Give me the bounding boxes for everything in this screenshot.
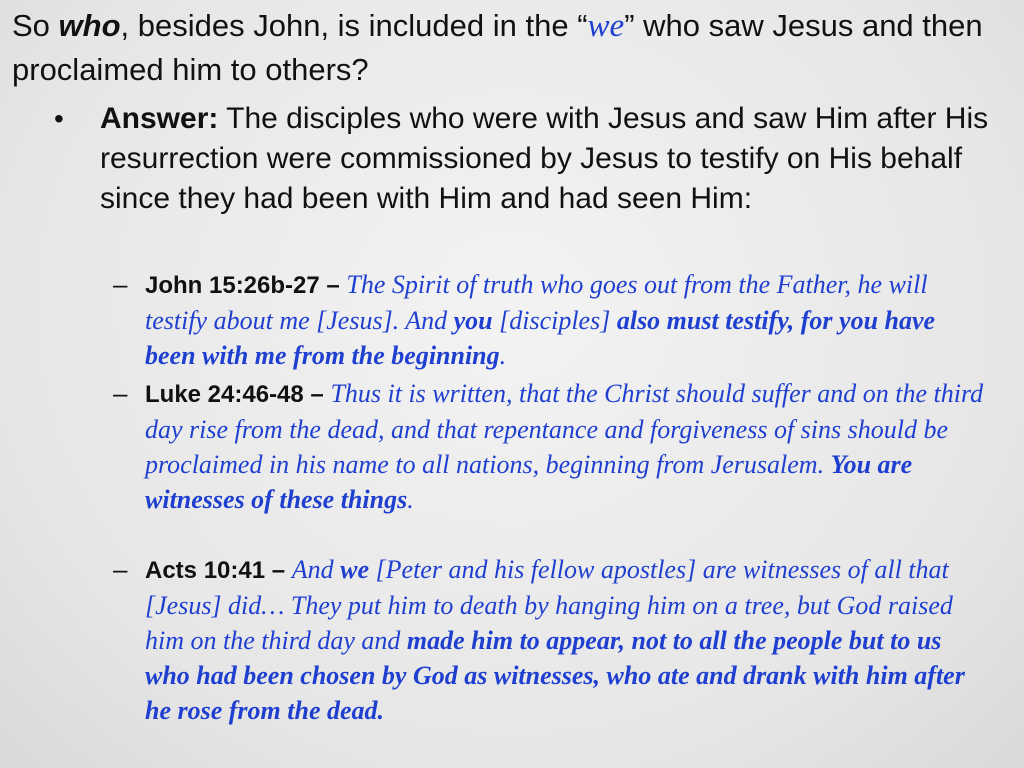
- answer-paragraph: [54, 99, 1000, 219]
- scripture-text: [Peter and his fellow apostles] are witnesses of all that [Jesus] did… They put him to death by hanging him on a tree, but God raised him on the third day and: [145, 555, 953, 655]
- scripture-text: And: [291, 555, 341, 584]
- scripture-emphasis: You are witnesses of these things: [145, 450, 913, 514]
- scripture-emphasis: you: [453, 306, 493, 335]
- question-mid2: ” who saw Jesus and then proclaimed him to others?: [12, 8, 983, 87]
- dash-icon: –: [113, 269, 128, 299]
- question-we: we: [587, 8, 625, 44]
- scripture-emphasis: also must testify, for you have been with me from the beginning: [145, 306, 936, 370]
- reference-john: [113, 267, 990, 373]
- bullet-icon: •: [54, 103, 64, 134]
- scripture-text: .: [499, 341, 507, 370]
- question-heading: [12, 4, 1012, 92]
- answer-label: Answer:: [100, 102, 219, 135]
- scripture-text: [disciples]: [492, 306, 617, 335]
- scripture-emphasis: made him to appear, not to all the people but to us who had been chosen by God as witnesses, who ate and drank with him after he rose from the dead.: [145, 626, 965, 725]
- dash-icon: –: [113, 554, 128, 584]
- scripture-text: The Spirit of truth who goes out from the Father, he will testify about me [Jesus]. And: [145, 270, 928, 335]
- question-who: who: [58, 8, 121, 43]
- reference-label: Acts 10:41 –: [145, 557, 292, 584]
- reference-label: John 15:26b-27 –: [145, 272, 347, 299]
- reference-label: Luke 24:46-48 –: [145, 381, 331, 408]
- scripture-emphasis: we: [340, 555, 370, 584]
- scripture-text: .: [407, 485, 414, 514]
- answer-text: The disciples who were with Jesus and saw Him after His resurrection were commissioned by Jesus to testify on His behalf since they had been with Him and had seen Him:: [100, 102, 989, 215]
- question-mid1: , besides John, is included in the “: [120, 8, 588, 43]
- reference-luke: [113, 376, 990, 517]
- scripture-text: Thus it is written, that the Christ should suffer and on the third day rise from the dead, and that repentance and forgiveness of sins should be proclaimed in his name to all nations, beginning from Jerusalem.: [145, 379, 984, 479]
- question-prefix: So: [12, 8, 59, 43]
- reference-acts: [113, 552, 990, 728]
- dash-icon: –: [113, 378, 128, 408]
